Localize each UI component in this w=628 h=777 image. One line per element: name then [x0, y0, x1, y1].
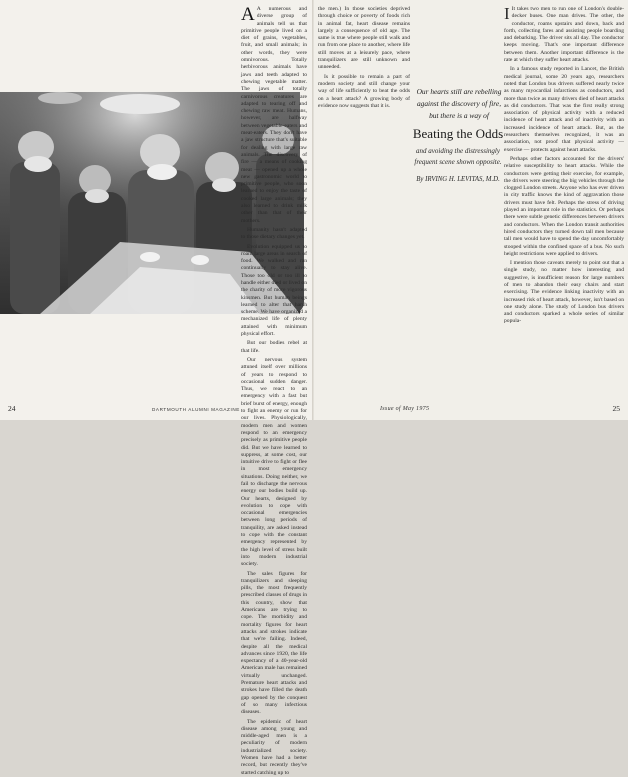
article-column-middle: [318, 6, 410, 410]
paragraph: A A numerous and diverse group of animals tell us that primitive people lived on a diet of grains, vegetables, fruit, and small animals; in other words, they were omnivorous. Totally herbivorous animals have jaws and teeth adapted to chewing vegetable matter. The jaws of totally carnivorous creatures are adapted to tearing off and chewing raw meat. Humans, however, are halfway between vegetable-eaters and meat-eaters. They don't have a jaw structure that's suitable for dealing with large raw animals. The discovery of fire — a means of cooking meat — opened up a whole new gastronomic world to primitive people, who soon learned to enjoy the taste of cooked large animals; they also learned to drink milk other than that of their mothers.: [241, 4, 307, 224]
issue-date: Issue of May 1975: [380, 406, 430, 412]
page-number-left: 24: [8, 404, 16, 413]
paragraph: But our bodies rebel at that life.: [241, 340, 307, 354]
deck-line: and avoiding the distressingly: [416, 147, 500, 155]
article-headline: Beating the Odds: [412, 126, 504, 141]
drop-cap: I: [504, 4, 510, 23]
article-column-right: [504, 6, 624, 410]
paragraph: I It takes two men to run one of London's double-decker buses. One man drives. The other, the conductor, roams upstairs and down, back and forth, collecting fares and assisting people boarding and debarking. The driver sits all day. The conductor keeps moving. That's one important difference between them. Another important difference is the rate at which they suffer heart attacks.: [504, 4, 624, 64]
paragraph: Perhaps other factors accounted for the drivers' relative susceptibility to heart attacks. While the conductors were getting their exercise, for example, the drivers were steering the big vehicles through the clogged London streets. Anyone who has ever driven in city traffic knows the kind of aggravation those drivers must have felt. Perhaps the stress of driving played an important role in the statistics. Or perhaps there were subtle genetic differences between drivers and conductors. When the London transit authorities hired conductors they turned down tall men because tall men would have to spend the day uncomfortably stooped within the confined space of a bus. No such height restrictions were applied to drivers.: [504, 155, 624, 257]
paragraph: The epidemic of heart disease among young and middle-aged men is a peculiarity of modern industrialized society. Women have had a better record, but recently they've started catching up to: [241, 718, 307, 776]
paragraph: Is it possible to remain a part of modern society and still change your way of life sufficiently to beat the odds on a heart attack? A growing body of evidence now suggests that it is.: [318, 73, 410, 109]
left-page: [0, 0, 314, 776]
article-deck: [412, 146, 504, 168]
magazine-title: DARTMOUTH ALUMNI MAGAZINE: [152, 407, 240, 412]
pull-quote-line: Our hearts still are rebelling: [416, 87, 502, 96]
paragraph: the men.) In those societies deprived through choice or poverty of foods rich in animal fat, heart disease remains largely a consequence of old age. The same is true where people still walk and run from one place to another, where life still moves at a leisurely pace, where tranquilizers are still unknown and unneeded.: [318, 6, 410, 71]
paragraph: Evolution equipped us to roam large areas in search of food. We walked and ran continually to stay alive. Those too old or too ill to handle either died or lived on the charity of more vigorous kinsmen. But human beings learned to alter that harsh scheme. We have organized a mechanized life of plenty attained with minimum physical effort.: [241, 243, 307, 338]
pull-quote-line: against the discovery of fire,: [416, 99, 502, 108]
pull-quote: [416, 86, 502, 122]
deck-line: frequent scene shown opposite.: [414, 158, 502, 166]
pull-quote-line: but there is a way of: [429, 111, 489, 120]
article-column-left: [241, 4, 307, 776]
paragraph: I mention those caveats merely to point out that a single study, no matter how interesting and suggestive, is insufficient reason for large numbers of men to abandon their easy chairs and start exercising. The evidence linking inactivity with an increased risk of heart attack, however, isn't based on one study alone. The study of London bus drivers and conductors sparked a whole series of similar popula-: [504, 260, 624, 325]
paragraph: In a famous study reported in Lancet, the British medical journal, some 20 years ago, researchers noted that London bus drivers suffered nearly twice as many myocardial infarctions as conductors, and more than twice as many drivers died of heart attacks as did conductors. That was the first really strong association of physical activity with a reduced incidence of heart attack and of inactivity with an increased incidence of heart attack. But, as the researchers themselves recognized, it was an association, not proof that physical activity — exercise — protects against heart attacks.: [504, 66, 624, 153]
paragraph: Humanity hasn't adapted to those dietary changes yet.: [241, 226, 307, 241]
paragraph: The sales figures for tranquilizers and sleeping pills, the most frequently prescribed classes of drugs in this country, show that Americans are trying to cope. The morbidity and mortality figures for heart attacks and strokes indicate that we're failing. Indeed, despite all the medical advances since 1920, the life expectancy of a 40-year-old American male has remained virtually unchanged. Premature heart attacks and strokes have filled the death gap opened by the conquest of so many infectious diseases.: [241, 570, 307, 716]
byline: By IRVING H. LEVITAS, M.D.: [416, 176, 500, 183]
drop-cap: A: [241, 4, 255, 25]
paragraph: Our nervous system attuned itself over millions of years to respond to occasional sudden danger. Thus, we react to an emergency with a fast but brief burst of energy, enough to fight an enemy or run for our lives. Physiologically, modern men and women respond to an emergency precisely as primitive people did. But we have learned to suppress, at some cost, our intuitive drive to fight or flee in most emergency situations. Doing neither, we fail to discharge the nervous energy our bodies build up. Our hearts, designed by evolution to cope with occasional emergencies between long periods of tranquility, are asked instead to cope with the constant emergency represented by the high level of stress built into modern industrial society.: [241, 356, 307, 568]
page-number-right: 25: [612, 404, 620, 413]
